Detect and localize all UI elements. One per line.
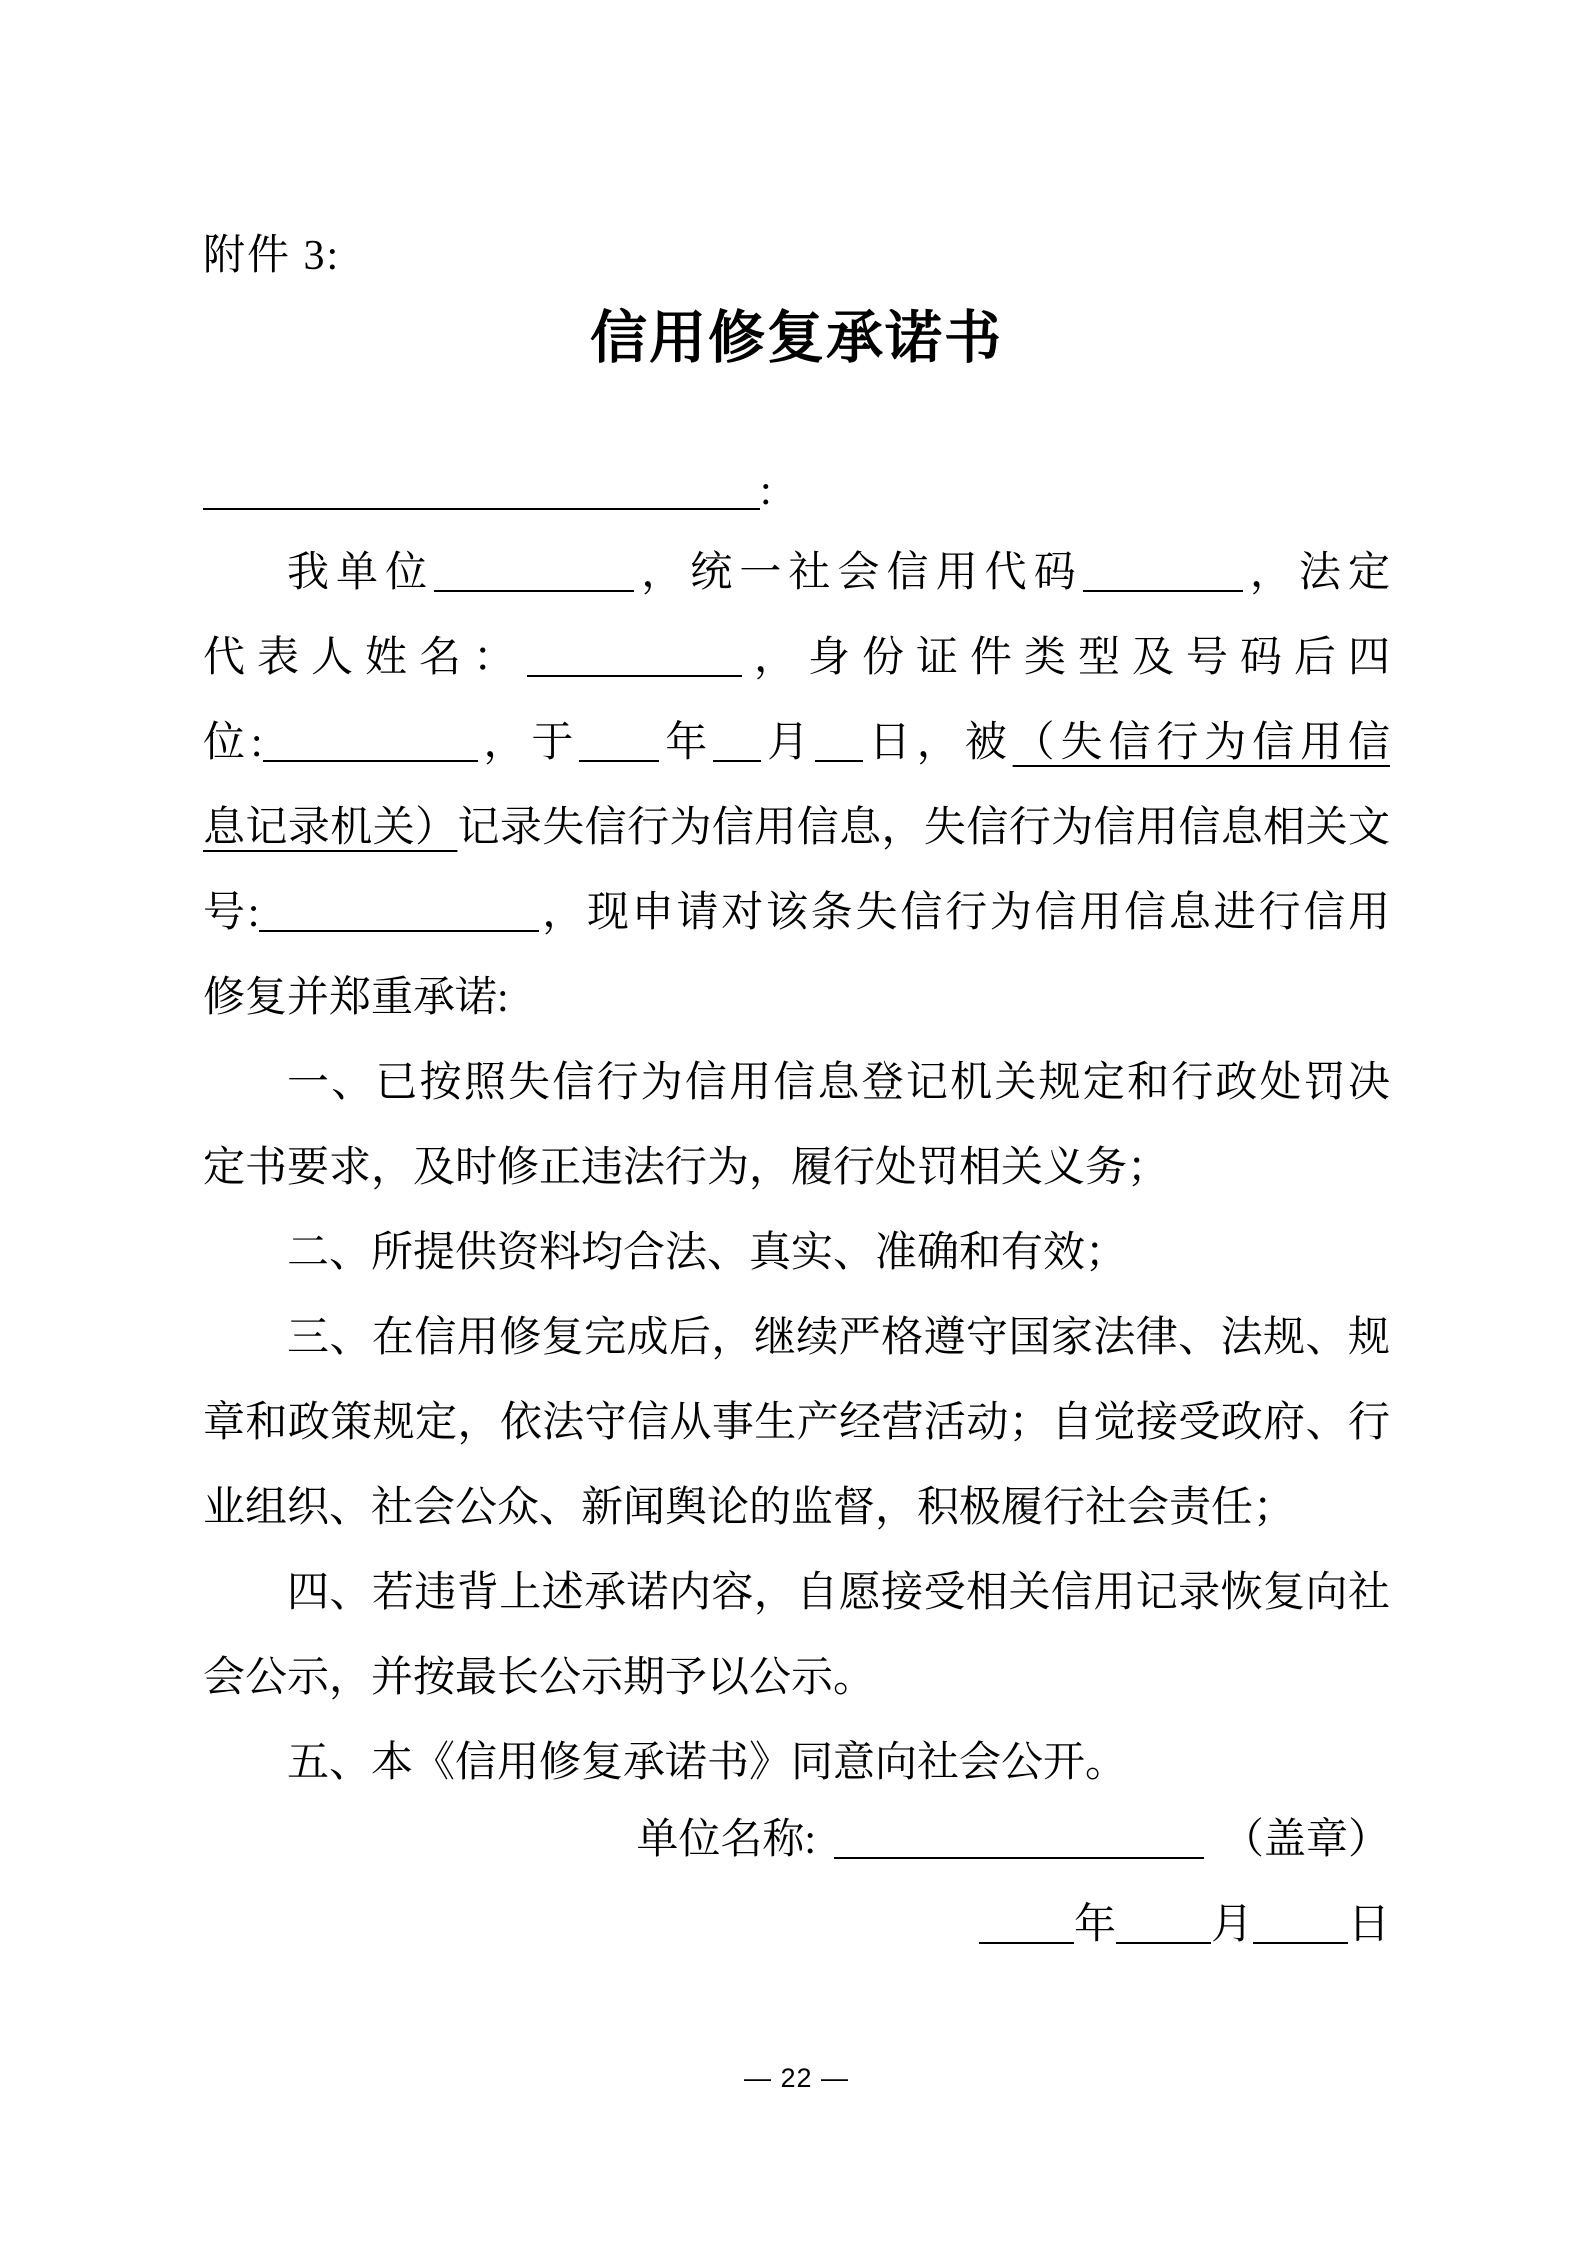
document-content [203,233,1390,2093]
text-run: ， [539,890,587,936]
unit-name-fill-blank [434,552,634,592]
body-line-5 [203,871,1390,956]
list-item-3-line-1: 三、在信用修复完成后，继续严格遵守国家法律、法规、规 [287,1315,1390,1361]
document-number-fill-blank [259,892,539,932]
text-run: 代表人姓名： [203,635,527,681]
id-number-fill-blank [263,722,478,762]
text-run: ， [742,635,808,681]
unit-name-label: 单位名称: [636,1817,816,1863]
day-label: 日 [1347,1902,1390,1948]
text-run: 身份证件类型及号码后四 [808,635,1390,681]
list-item-4-line-2: 会公示，并按最长公示期予以公示。 [203,1655,876,1701]
text-run: 日，被 [862,720,1013,766]
text-run: 年 [659,720,714,766]
document-title: 信用修复承诺书 [590,307,1003,370]
list-item-3-line-2: 章和政策规定，依法守信从事生产经营活动；自觉接受政府、行 [203,1400,1390,1446]
signature-year-fill-blank [979,1904,1074,1944]
text-run: 位: [203,720,263,766]
text-run: ，统一社会信用代码 [634,550,1083,596]
seal-label: （盖章） [1221,1817,1390,1863]
year-fill-blank [579,722,659,762]
text-run: 我单位 [287,550,435,596]
page-number: — 22 — [743,2063,850,2093]
legal-rep-name-fill-blank [527,637,742,677]
text-run: 号: [203,890,260,936]
list-item-3-line-3: 业组织、社会公众、新闻舆论的监督，积极履行社会责任； [203,1485,1296,1531]
salutation-line [203,461,1390,521]
body-paragraphs [203,531,1390,1806]
signature-day-fill-blank [1253,1904,1348,1944]
salutation-colon: : [760,468,772,514]
body-line-3 [203,701,1390,786]
signature-unit-line [203,1798,1390,1883]
signature-month-fill-blank [1116,1904,1211,1944]
signature-date-line [203,1883,1390,1968]
list-item-5: 五、本《信用修复承诺书》同意向社会公开。 [287,1740,1128,1786]
attachment-label: 附件 3: [203,233,341,279]
addressee-fill-blank [203,470,760,510]
credit-code-fill-blank [1083,552,1243,592]
body-line-6: 修复并郑重承诺: [203,975,509,1021]
text-run: 记录失信行为信用信息，失信行为信用信息相关文 [457,805,1390,851]
list-item-1-line-1: 一、已按照失信行为信用信息登记机关规定和行政处罚决 [287,1060,1390,1106]
body-line-4 [203,786,1390,871]
text-run: 月 [761,720,815,766]
text-run: ，法定 [1242,550,1390,596]
month-label: 月 [1210,1902,1253,1948]
year-label: 年 [1073,1902,1116,1948]
body-line-1 [203,531,1390,616]
month-fill-blank [713,722,761,762]
list-item-4-line-1: 四、若违背上述承诺内容，自愿接受相关信用记录恢复向社 [287,1570,1390,1616]
signature-unit-fill-blank [834,1819,1204,1859]
text-run: 于 [531,720,580,766]
list-item-1-line-2: 定书要求，及时修正违法行为，履行处罚相关义务； [203,1145,1170,1191]
underlined-text: （失信行为信用信 [1012,720,1390,766]
body-line-2 [203,616,1390,701]
text-run: 现申请对该条失信行为信用信息进行信用 [586,890,1390,936]
day-fill-blank [815,722,863,762]
list-item-2: 二、所提供资料均合法、真实、准确和有效； [287,1230,1128,1276]
text-run: ， [477,720,532,766]
underlined-text: 息记录机关） [203,805,458,851]
